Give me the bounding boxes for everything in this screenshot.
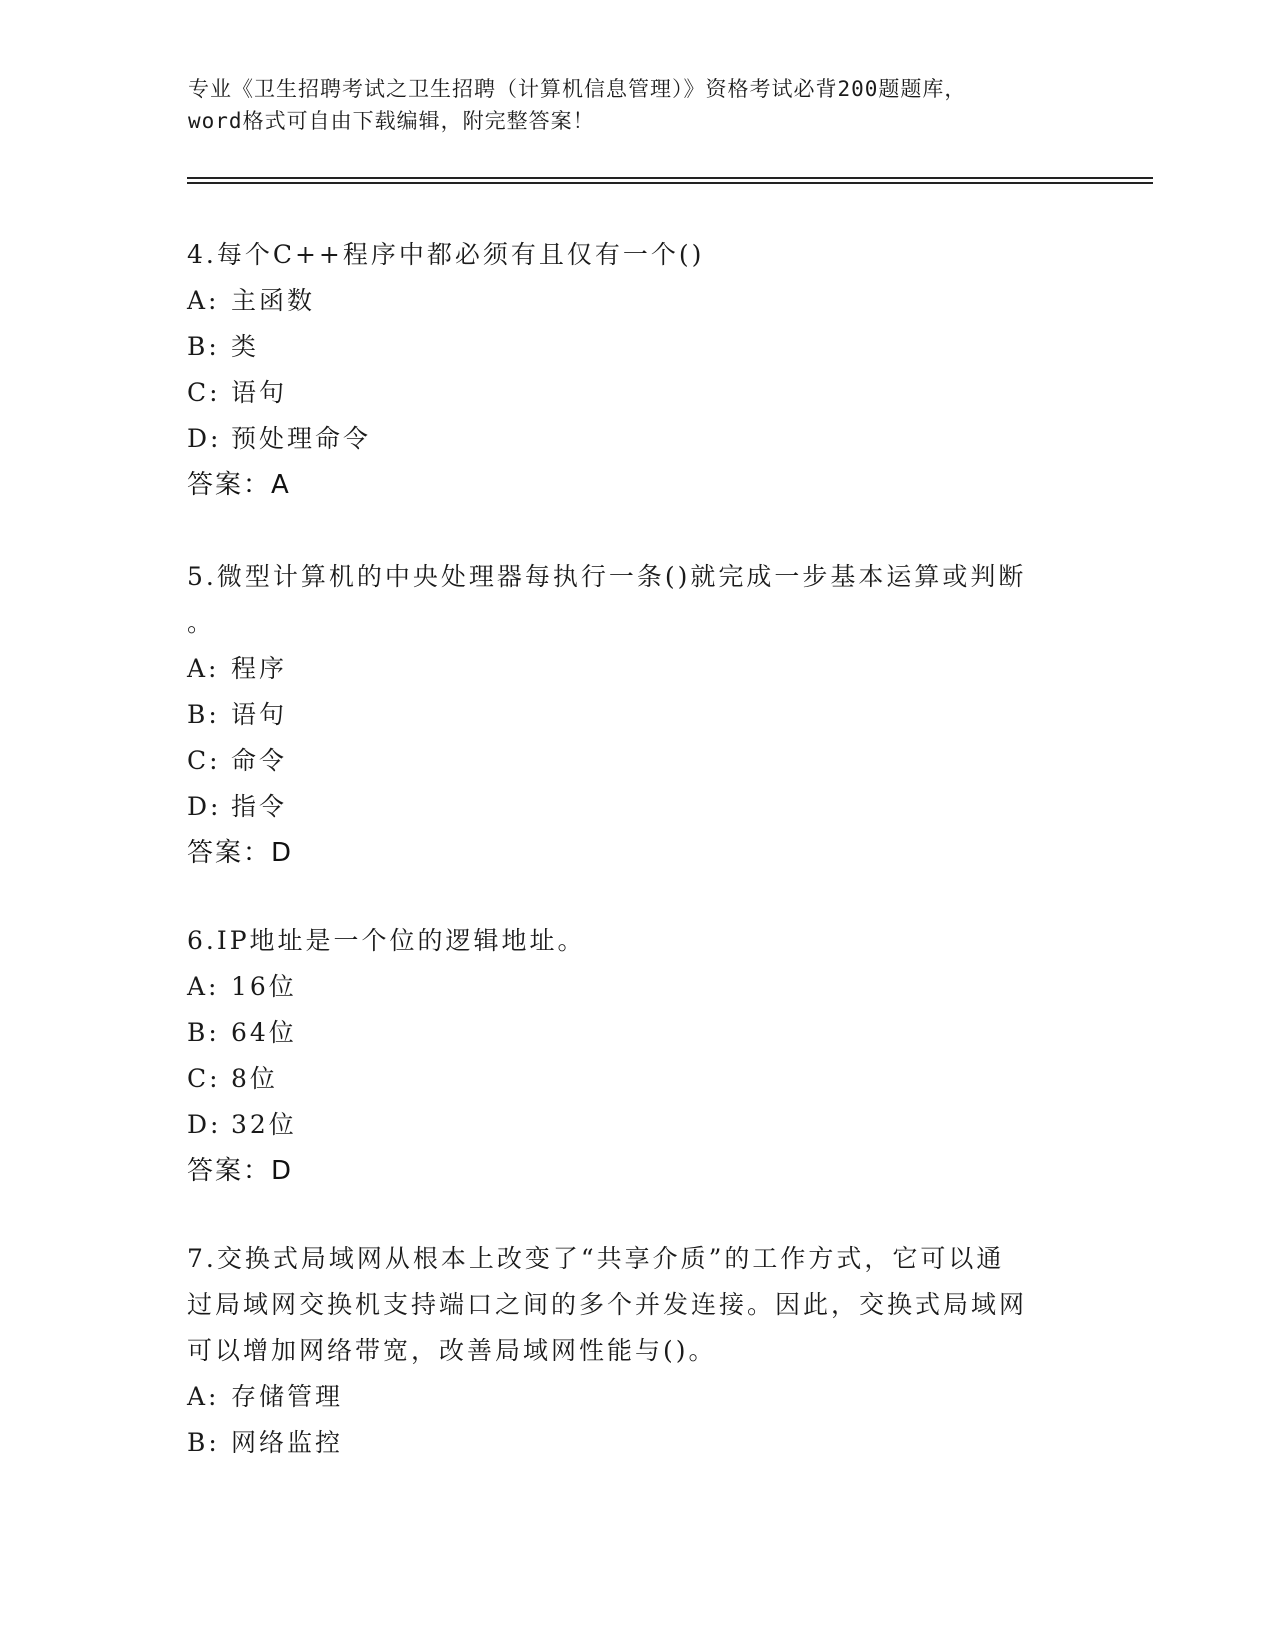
option-text: 64位: [231, 1018, 297, 1047]
question-block: [187, 554, 1067, 876]
option-key: C:: [187, 1064, 221, 1093]
option-text: 类: [231, 332, 260, 361]
stem-line: 。: [187, 608, 216, 637]
option-c: [187, 738, 1067, 784]
option-key: C:: [187, 378, 221, 407]
option-key: A:: [187, 654, 220, 683]
option-text: 程序: [231, 654, 288, 683]
option-text: 网络监控: [231, 1428, 344, 1457]
option-text: 存储管理: [231, 1382, 344, 1411]
option-text: 预处理命令: [231, 424, 372, 453]
option-a: [187, 278, 1067, 324]
question-stem: [187, 1236, 1067, 1374]
answer-line: 答案：D: [187, 1156, 294, 1186]
option-key: A:: [187, 972, 220, 1001]
stem-line: 5.微型计算机的中央处理器每执行一条()就完成一步基本运算或判断: [187, 562, 1027, 591]
option-text: 16位: [231, 972, 297, 1001]
option-text: 指令: [231, 792, 288, 821]
option-text: 32位: [231, 1110, 297, 1139]
question-stem: [187, 554, 1067, 646]
option-key: B:: [187, 332, 220, 361]
option-key: C:: [187, 746, 221, 775]
stem-line: 7.交换式局域网从根本上改变了“共享介质”的工作方式，它可以通: [187, 1244, 1005, 1273]
answer-line: 答案：A: [187, 470, 291, 500]
question-block: [187, 1236, 1067, 1466]
question-stem: [187, 918, 1067, 964]
option-a: [187, 1374, 1067, 1420]
stem-line: 6.IP地址是一个位的逻辑地址。: [187, 926, 586, 955]
option-key: B:: [187, 1018, 220, 1047]
option-text: 语句: [231, 378, 288, 407]
option-text: 主函数: [231, 286, 316, 315]
answer-line: 答案：D: [187, 838, 294, 868]
question-block: [187, 232, 1067, 508]
stem-line: 可以增加网络带宽，改善局域网性能与()。: [187, 1336, 717, 1365]
option-b: [187, 324, 1067, 370]
header-line-1: 专业《卫生招聘考试之卫生招聘（计算机信息管理）》资格考试必背200题题库，: [188, 77, 967, 101]
option-key: D:: [187, 1110, 222, 1139]
option-key: A:: [187, 1382, 220, 1411]
option-d: [187, 416, 1067, 462]
header-divider-top: [187, 177, 1153, 179]
question-stem: [187, 232, 1067, 278]
question-block: [187, 918, 1067, 1194]
document-header: [188, 73, 1088, 137]
stem-line: 4.每个C++程序中都必须有且仅有一个(): [187, 240, 705, 269]
option-c: [187, 370, 1067, 416]
option-b: [187, 1010, 1067, 1056]
option-d: [187, 1102, 1067, 1148]
option-key: B:: [187, 1428, 220, 1457]
header-line-2: word格式可自由下载编辑，附完整答案！: [188, 109, 595, 133]
option-b: [187, 692, 1067, 738]
option-key: B:: [187, 700, 220, 729]
option-a: [187, 964, 1067, 1010]
option-text: 命令: [231, 746, 288, 775]
option-text: 语句: [231, 700, 288, 729]
option-key: A:: [187, 286, 220, 315]
option-d: [187, 784, 1067, 830]
header-divider-bottom: [187, 182, 1153, 184]
option-key: D:: [187, 424, 222, 453]
option-key: D:: [187, 792, 222, 821]
option-a: [187, 646, 1067, 692]
option-b: [187, 1420, 1067, 1466]
option-c: [187, 1056, 1067, 1102]
stem-line: 过局域网交换机支持端口之间的多个并发连接。因此，交换式局域网: [187, 1290, 1028, 1319]
option-text: 8位: [231, 1064, 278, 1093]
